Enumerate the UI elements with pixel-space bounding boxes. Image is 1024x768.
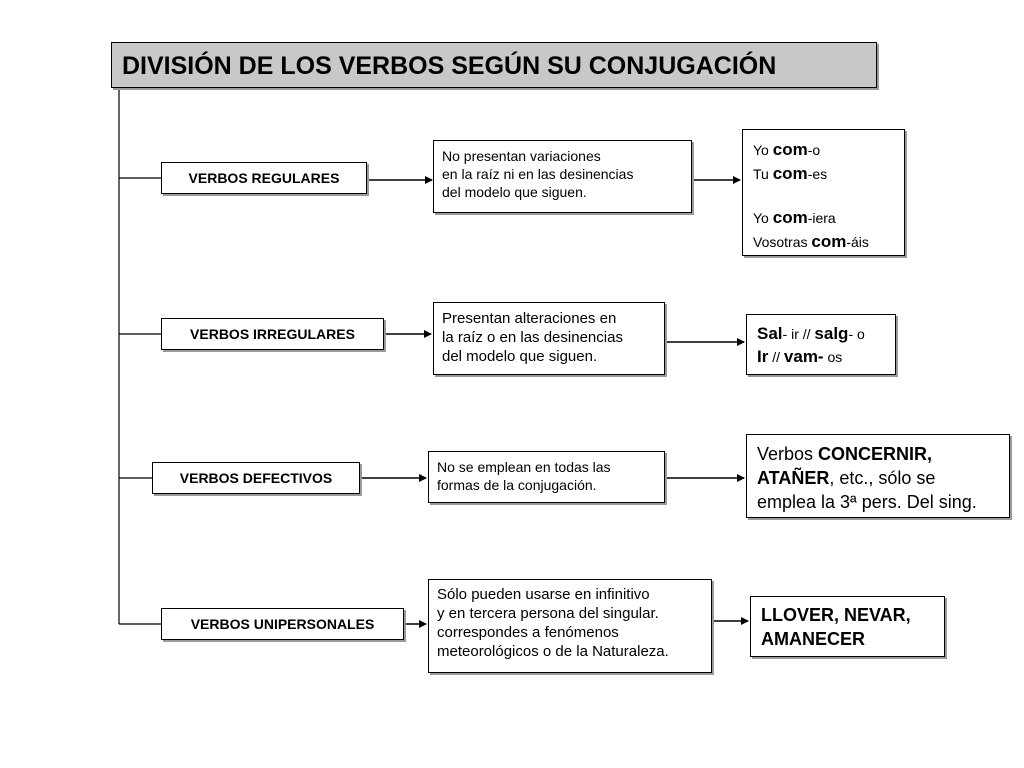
description-line: del modelo que siguen. (442, 184, 587, 200)
example-line: emplea la 3ª pers. Del sing. (757, 492, 977, 512)
category-irregulares: VERBOS IRREGULARES (161, 318, 384, 350)
description-line: Sólo pueden usarse en infinitivo (437, 586, 650, 603)
diagram-title: DIVISIÓN DE LOS VERBOS SEGÚN SU CONJUGACIÓN (111, 42, 877, 88)
description-unipersonales (428, 579, 712, 673)
examples-regulares (742, 129, 905, 256)
description-line: No se emplean en todas las (437, 459, 611, 475)
description-line: la raíz o en las desinencias (442, 329, 623, 346)
description-line: en la raíz ni en las desinencias (442, 166, 634, 182)
example-line: Verbos CONCERNIR, (757, 444, 933, 464)
category-defectivos: VERBOS DEFECTIVOS (152, 462, 360, 494)
example-line: ATAÑER, etc., sólo se (757, 468, 936, 488)
examples-irregulares (746, 314, 896, 375)
example-line: Vosotras com-áis (753, 232, 869, 251)
description-defectivos (428, 451, 665, 503)
description-line: formas de la conjugación. (437, 477, 597, 493)
examples-unipersonales (750, 596, 945, 657)
description-line: del modelo que siguen. (442, 348, 598, 365)
example-line: Tu com-es (753, 164, 828, 183)
category-unipersonales: VERBOS UNIPERSONALES (161, 608, 404, 640)
example-line: AMANECER (761, 629, 866, 649)
example-line: Yo com-iera (753, 208, 836, 227)
description-line: Presentan alteraciones en (442, 310, 617, 327)
description-line: correspondes a fenómenos (437, 624, 619, 641)
description-regulares (433, 140, 692, 213)
description-line: meteorológicos o de la Naturaleza. (437, 643, 669, 660)
description-irregulares (433, 302, 665, 375)
description-line: No presentan variaciones (442, 148, 601, 164)
example-line: LLOVER, NEVAR, (761, 605, 911, 625)
example-line: Yo com-o (753, 140, 821, 159)
examples-defectivos (746, 434, 1010, 518)
category-regulares: VERBOS REGULARES (161, 162, 367, 194)
example-line: Sal- ir // salg- o (757, 324, 865, 343)
description-line: y en tercera persona del singular. (437, 605, 659, 622)
example-line: Ir // vam- os (757, 347, 843, 366)
